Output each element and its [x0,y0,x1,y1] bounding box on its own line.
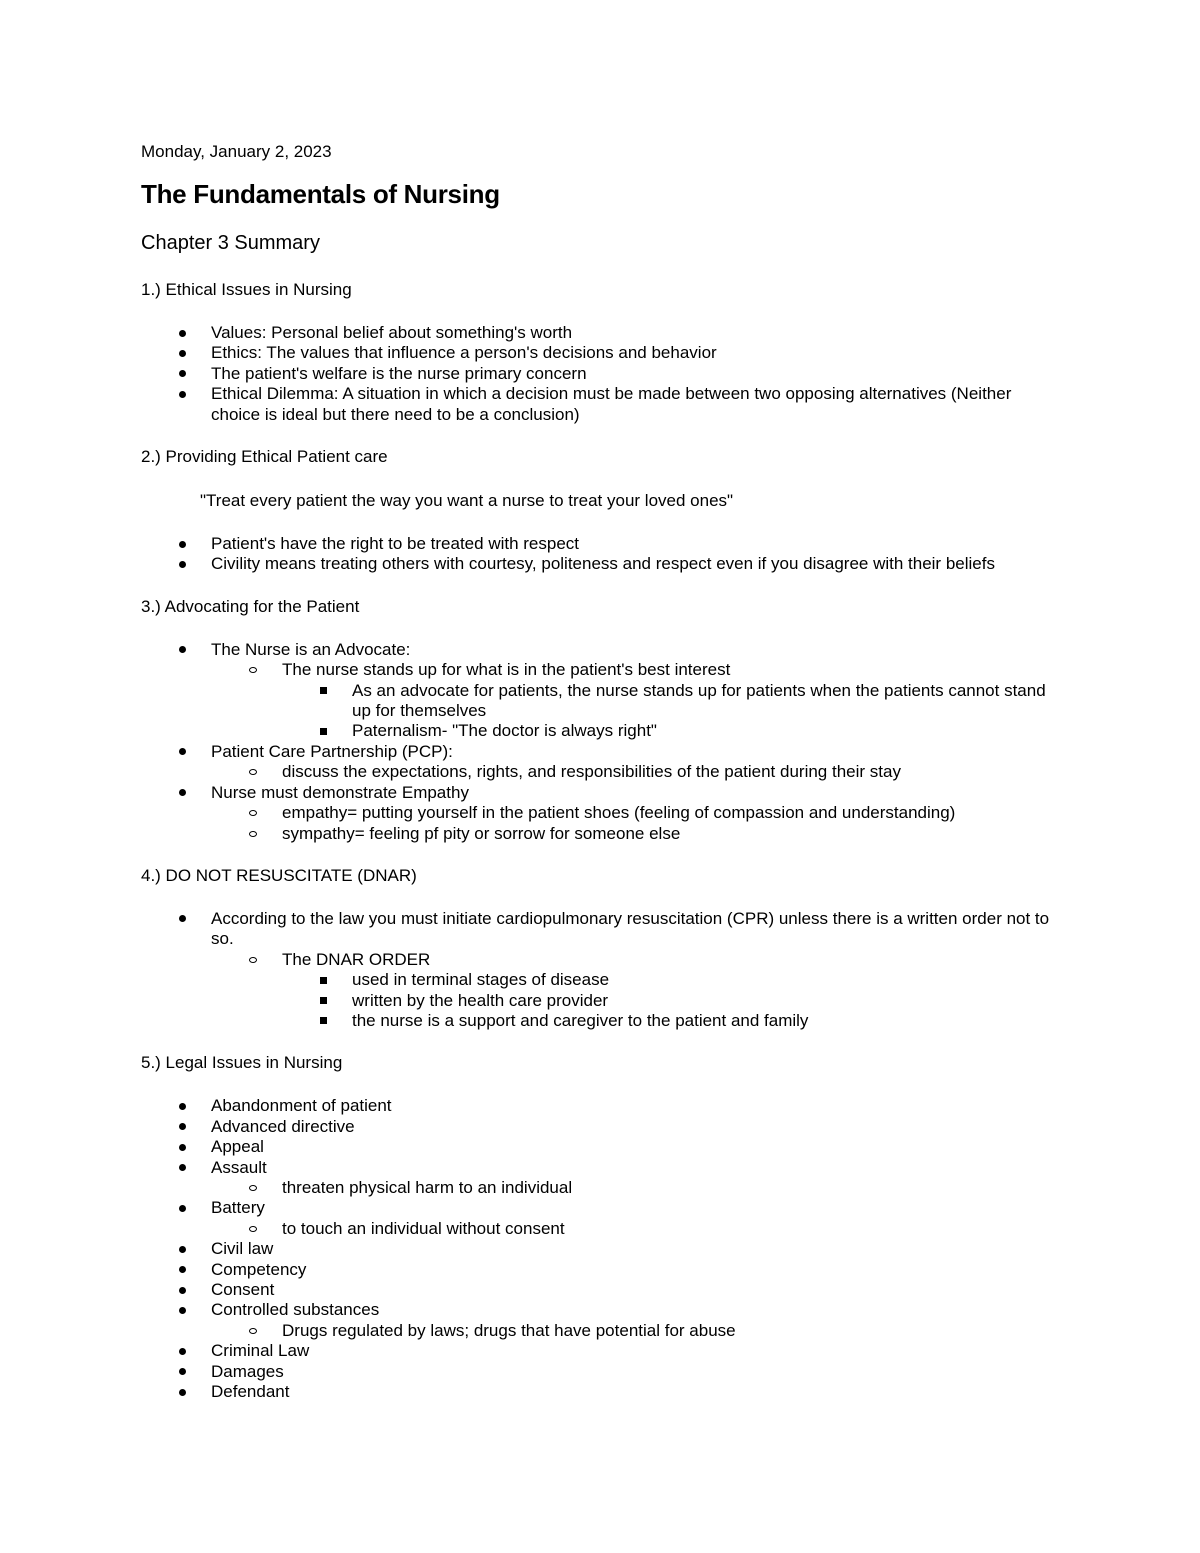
list-item [141,783,1061,803]
sections-container [141,280,1061,1402]
bullet-disc-icon [176,909,188,929]
list-item [141,554,1061,574]
list-item [141,950,1061,970]
bullet-disc-icon [176,1382,188,1402]
list-item-text: Appeal [211,1137,264,1157]
section-1 [141,280,1061,425]
list-item [141,970,1061,990]
bullet-circle-icon [247,762,259,782]
list-item [141,323,1061,343]
list-item-text: According to the law you must initiate cardiopulmonary resuscitation (CPR) unless there is a written order not to so. [211,908,1050,949]
list-item-text: Competency [211,1259,307,1279]
bullet-circle-icon [247,1321,259,1341]
list-item-text: written by the health care provider [352,990,609,1010]
list-item-text: Advanced directive [211,1116,355,1136]
list-item [141,1178,1061,1198]
list-item-text: the nurse is a support and caregiver to the patient and family [352,1010,809,1030]
list-item-text: Civil law [211,1239,274,1259]
list-item-text: Patient's have the right to be treated with respect [211,534,580,554]
list-item [141,1260,1061,1280]
list-item-text: Defendant [211,1382,290,1402]
list-item [141,1280,1061,1300]
bullet-disc-icon [176,783,188,803]
bullet-circle-icon [247,824,259,844]
list-item-text: sympathy= feeling pf pity or sorrow for someone else [282,823,681,843]
list-item-text: discuss the expectations, rights, and responsibilities of the patient during their stay [282,762,901,782]
list-item [141,1362,1061,1382]
section-3 [141,597,1061,844]
list-item-text: to touch an individual without consent [282,1218,565,1238]
bullet-disc-icon [176,534,188,554]
section-5 [141,1053,1061,1402]
list-item [141,824,1061,844]
list-item [141,1011,1061,1031]
list-item-text: empathy= putting yourself in the patient shoes (feeling of compassion and understanding) [282,803,956,823]
list-item [141,1382,1061,1402]
list-item [141,343,1061,363]
bullet-list [141,323,1061,425]
bullet-square-icon [317,721,329,741]
bullet-list [141,640,1061,844]
bullet-disc-icon [176,1198,188,1218]
bullet-disc-icon [176,1362,188,1382]
bullet-disc-icon [176,1239,188,1259]
list-item-text: Battery [211,1198,265,1218]
list-item-text: Drugs regulated by laws; drugs that have potential for abuse [282,1320,736,1340]
section-quote: "Treat every patient the way you want a nurse to treat your loved ones" [200,491,734,511]
document-date: Monday, January 2, 2023 [141,142,332,161]
list-item-text: used in terminal stages of disease [352,970,610,990]
list-item-text: threaten physical harm to an individual [282,1177,573,1197]
bullet-disc-icon [176,1300,188,1320]
bullet-circle-icon [247,660,259,680]
document-title: The Fundamentals of Nursing [141,179,500,209]
bullet-disc-icon [176,742,188,762]
section-heading: 4.) DO NOT RESUSCITATE (DNAR) [141,865,417,885]
bullet-disc-icon [176,1280,188,1300]
list-item-text: The DNAR ORDER [282,949,431,969]
list-item-text: The nurse stands up for what is in the patient's best interest [282,660,731,680]
list-item [141,1096,1061,1116]
list-item [141,991,1061,1011]
list-item [141,1300,1061,1320]
list-item-text: Damages [211,1361,284,1381]
section-heading: 3.) Advocating for the Patient [141,596,360,616]
list-item [141,1117,1061,1137]
bullet-list [141,909,1061,1031]
bullet-square-icon [317,970,329,990]
list-item [141,640,1061,660]
list-item-text: Patient Care Partnership (PCP): [211,741,453,761]
section-2 [141,447,1061,575]
bullet-disc-icon [176,323,188,343]
document-page [141,140,1061,1402]
list-item-text: Ethics: The values that influence a person's decisions and behavior [211,343,717,363]
bullet-list [141,534,1061,575]
list-item [141,681,1061,722]
bullet-disc-icon [176,364,188,384]
bullet-disc-icon [176,1158,188,1178]
list-item-text: Paternalism- "The doctor is always right" [352,721,657,741]
list-item-text: Values: Personal belief about something's worth [211,323,573,342]
list-item-text: Abandonment of patient [211,1096,392,1116]
section-heading: 1.) Ethical Issues in Nursing [141,280,352,299]
section-4 [141,866,1061,1031]
list-item-text: Consent [211,1280,275,1299]
bullet-disc-icon [176,1260,188,1280]
list-item [141,742,1061,762]
list-item [141,364,1061,384]
bullet-disc-icon [176,1137,188,1157]
list-item [141,1198,1061,1218]
bullet-list [141,1096,1061,1402]
list-item-text: As an advocate for patients, the nurse stands up for patients when the patients cannot stand up for themselves [352,680,1046,721]
list-item [141,1137,1061,1157]
list-item-text: Nurse must demonstrate Empathy [211,782,469,802]
bullet-disc-icon [176,343,188,363]
bullet-disc-icon [176,554,188,574]
section-heading: 5.) Legal Issues in Nursing [141,1053,343,1073]
list-item [141,803,1061,823]
list-item-text: The patient's welfare is the nurse primary concern [211,363,587,383]
list-item-text: Criminal Law [211,1341,310,1361]
list-item-text: Assault [211,1157,267,1177]
list-item [141,762,1061,782]
list-item [141,909,1061,950]
bullet-circle-icon [247,803,259,823]
list-item-text: Controlled substances [211,1300,380,1320]
bullet-square-icon [317,681,329,701]
bullet-circle-icon [247,1219,259,1239]
bullet-circle-icon [247,1178,259,1198]
list-item [141,1341,1061,1361]
list-item [141,1321,1061,1341]
section-heading: 2.) Providing Ethical Patient care [141,447,388,467]
bullet-disc-icon [176,1117,188,1137]
bullet-disc-icon [176,384,188,404]
list-item-text: The Nurse is an Advocate: [211,639,411,659]
chapter-subtitle: Chapter 3 Summary [141,232,320,254]
list-item-text: Civility means treating others with courtesy, politeness and respect even if you disagree with their beliefs [211,554,995,574]
list-item [141,534,1061,554]
bullet-square-icon [317,991,329,1011]
list-item [141,1239,1061,1259]
list-item [141,1219,1061,1239]
bullet-square-icon [317,1011,329,1031]
bullet-disc-icon [176,640,188,660]
list-item [141,660,1061,680]
bullet-disc-icon [176,1096,188,1116]
list-item [141,1158,1061,1178]
bullet-circle-icon [247,950,259,970]
list-item-text: Ethical Dilemma: A situation in which a decision must be made between two opposing alternatives (Neither choice is ideal but there need to be a conclusion) [211,384,1012,424]
list-item [141,384,1061,425]
bullet-disc-icon [176,1341,188,1361]
list-item [141,721,1061,741]
